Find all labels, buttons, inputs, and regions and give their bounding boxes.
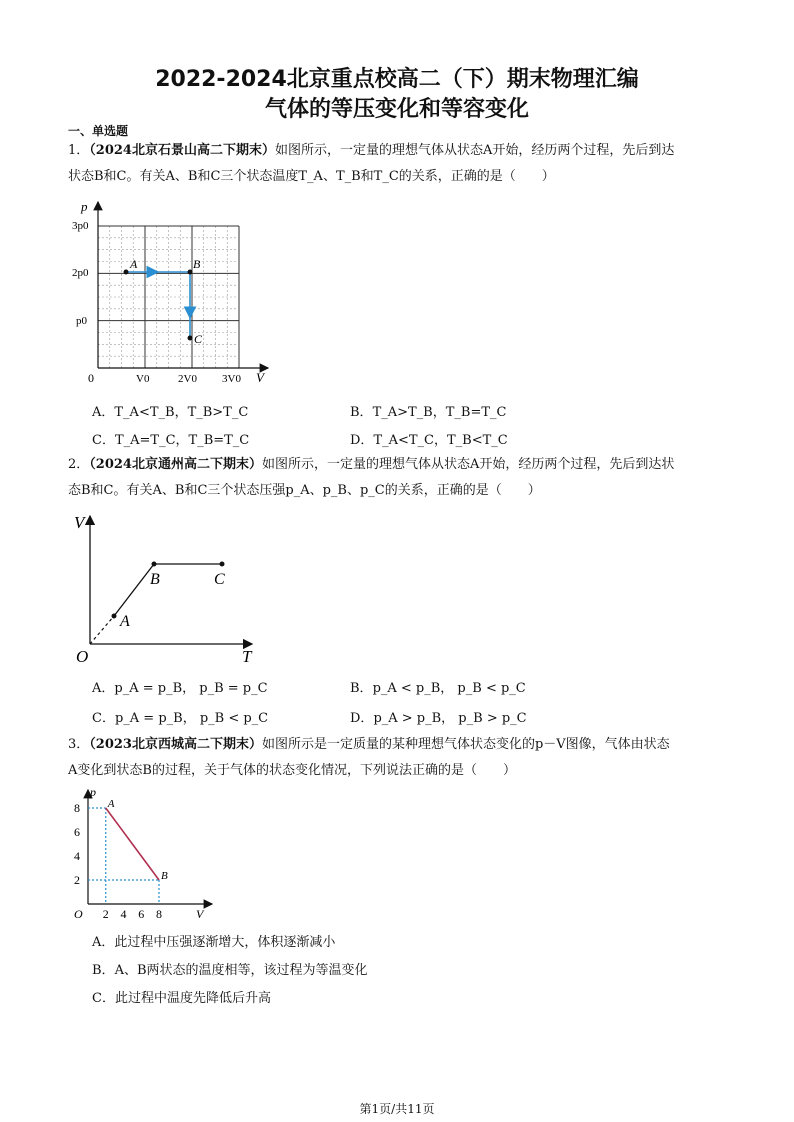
point-a-label: A — [120, 613, 130, 630]
question-source: （2023北京西城高二下期末） — [89, 737, 262, 752]
question-2-line1 — [68, 452, 728, 478]
y-axis-label: p — [81, 199, 88, 214]
origin-label: O — [74, 907, 83, 921]
x-tick-2v0: 2V0 — [178, 373, 197, 385]
y-tick-3p0: 3p0 — [72, 220, 89, 232]
y-tick-label: 2 — [74, 873, 80, 887]
question-source: （2024北京通州高二下期末） — [89, 457, 262, 472]
question-text: 如图所示是一定质量的某种理想气体状态变化的p－V图像，气体由状态 — [261, 737, 670, 752]
page-title-line2: 气体的等压变化和等容变化 — [264, 97, 529, 122]
q2-option-d[interactable]: D．p_A > p_B， p_B > p_C — [350, 711, 527, 726]
q1-option-d[interactable]: D．T_A<T_C，T_B<T_C — [350, 433, 508, 448]
question-1-line2: 状态B和C。有关A、B和C三个状态温度T_A、T_B和T_C的关系，正确的是（ ） — [68, 169, 555, 184]
question-text: 如图所示，一定量的理想气体从状态A开始，经历两个过程，先后到达 — [274, 143, 675, 158]
origin-label: 0 — [88, 371, 94, 385]
section-title: 一、单选题 — [68, 124, 129, 138]
q2-option-a[interactable]: A．p_A = p_B， p_B = p_C — [92, 681, 268, 696]
question-3 — [68, 732, 728, 784]
x-tick-label: 2 — [102, 907, 109, 921]
y-tick-p0: p0 — [76, 315, 87, 327]
point-b-label: B — [193, 257, 201, 271]
question-1-line1 — [68, 138, 728, 164]
origin-label: O — [76, 647, 89, 666]
y-axis-label: V — [74, 513, 85, 532]
question-3-line2: A变化到状态B的过程，关于气体的状态变化情况，下列说法正确的是（ ） — [68, 763, 516, 778]
y-tick-label: 4 — [74, 849, 80, 863]
q2-option-b[interactable]: B．p_A < p_B， p_B < p_C — [350, 681, 526, 696]
x-axis-label: V — [196, 907, 204, 921]
x-axis-label: T — [242, 647, 252, 666]
y-tick-2p0: 2p0 — [72, 267, 89, 279]
figure-1-pv-grid — [72, 196, 272, 386]
x-tick-label: 4 — [120, 907, 127, 921]
q3-option-a[interactable]: A．此过程中压强逐渐增大，体积逐渐减小 — [92, 935, 336, 950]
question-1 — [68, 138, 728, 190]
q3-option-b[interactable]: B．A、B两状态的温度相等，该过程为等温变化 — [92, 963, 368, 978]
page-footer: 第1页/共11页 — [359, 1102, 435, 1116]
q1-option-b[interactable]: B．T_A>T_B，T_B=T_C — [350, 405, 507, 420]
q2-option-c[interactable]: C．p_A = p_B， p_B < p_C — [92, 711, 269, 726]
y-axis-label: p — [90, 785, 96, 799]
point-c-label: C — [194, 332, 203, 346]
q3-option-c[interactable]: C．此过程中温度先降低后升高 — [92, 991, 271, 1006]
x-tick-v0: V0 — [136, 373, 150, 385]
x-tick-label: 8 — [156, 907, 162, 921]
question-2-line2: 态B和C。有关A、B和C三个状态压强p_A、p_B、p_C的关系，正确的是（ ） — [68, 483, 541, 498]
point-b-label: B — [161, 870, 168, 882]
question-number: 2． — [68, 457, 90, 472]
page-title-line1: 2022-2024北京重点校高二（下）期末物理汇编 — [155, 67, 639, 92]
question-text: 如图所示，一定量的理想气体从状态A开始，经历两个过程，先后到达状 — [261, 457, 675, 472]
question-3-line1 — [68, 732, 728, 758]
y-tick-label: 6 — [74, 825, 80, 839]
question-source: （2024北京石景山高二下期末） — [89, 143, 275, 158]
y-tick-label: 8 — [74, 801, 80, 815]
point-b-label: B — [150, 571, 160, 588]
x-tick-label: 6 — [138, 907, 145, 921]
x-axis-label: V — [256, 370, 264, 385]
q1-option-a[interactable]: A．T_A<T_B，T_B>T_C — [92, 405, 249, 420]
x-tick-3v0: 3V0 — [222, 373, 241, 385]
question-number: 3． — [68, 737, 90, 752]
figure-2-vt-graph — [72, 510, 272, 670]
question-2 — [68, 452, 728, 504]
point-a-label: A — [107, 798, 115, 810]
point-a-label: A — [130, 257, 138, 271]
point-c-label: C — [214, 571, 225, 588]
q1-option-c[interactable]: C．T_A=T_C，T_B=T_C — [92, 433, 250, 448]
process-line-ab — [106, 808, 159, 880]
figure-3-pv-line — [70, 786, 220, 926]
question-number: 1． — [68, 143, 90, 158]
